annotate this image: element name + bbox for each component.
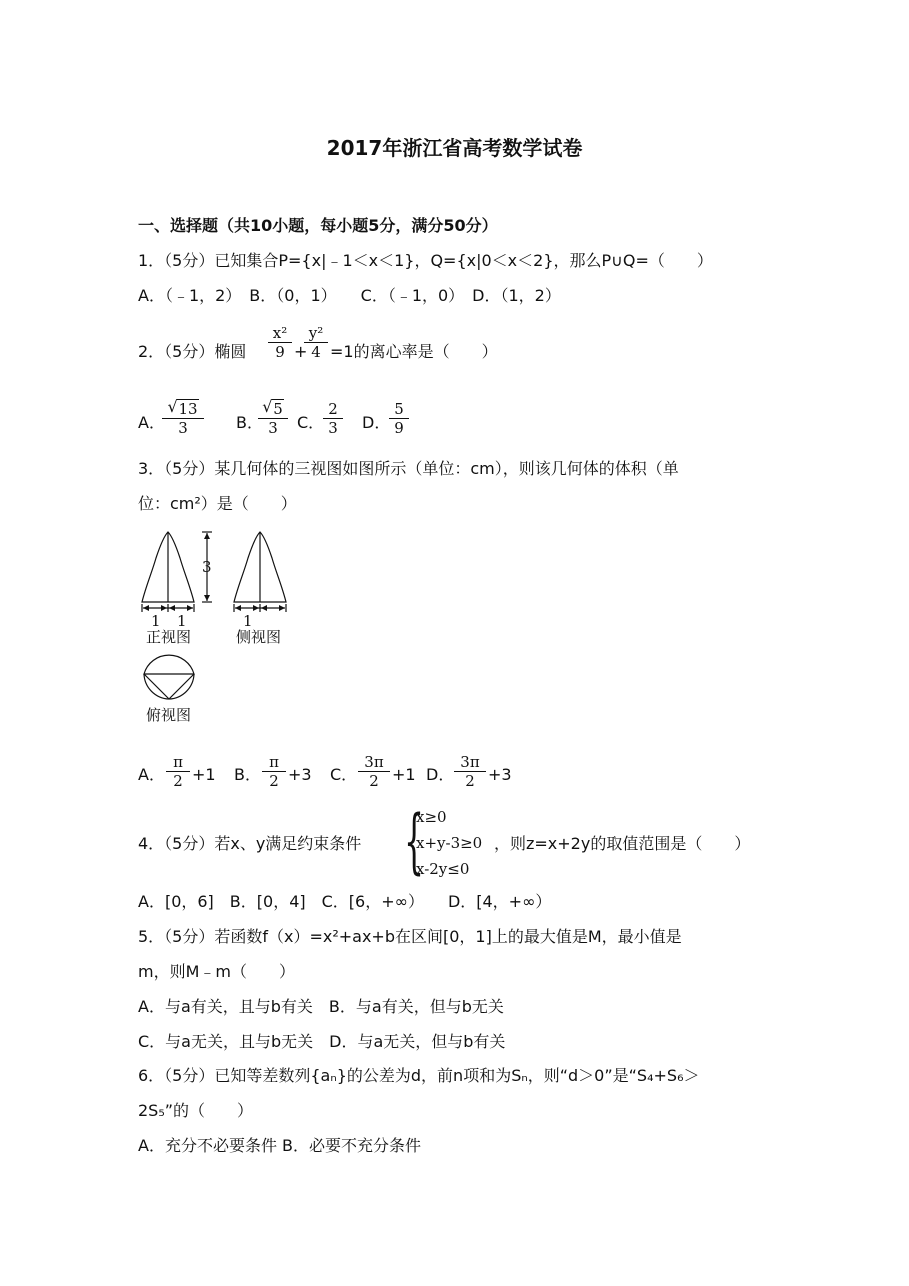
top-view-semicircle [144, 655, 194, 674]
side-arrow-1 [235, 605, 241, 611]
q3-option-d-num: 3π [454, 753, 486, 772]
q2-fraction-y-den: 4 [311, 343, 321, 361]
q5-stem-line2: m，则M﹣m（ ） [138, 962, 295, 981]
q1-options: A．（﹣1，2） B．（0，1） C．（﹣1，0） D．（1，2） [138, 286, 561, 305]
q2-option-c-num: 2 [323, 400, 343, 419]
q2-fraction-x [268, 324, 292, 361]
front-arrow-2 [161, 605, 167, 611]
height-arrow-top [204, 533, 210, 539]
q2-fraction-x-den: 9 [275, 343, 285, 361]
front-arrow-4 [187, 605, 193, 611]
front-dim-label-right: 1 [177, 612, 187, 630]
front-arrow-1 [143, 605, 149, 611]
q2-option-c-label: C． [297, 413, 325, 432]
q4-constraint-1: x≥0 [416, 808, 447, 826]
q3-option-b-add: +3 [288, 765, 312, 784]
height-arrow-bottom [204, 595, 210, 601]
q3-stem-line1: 3．（5分）某几何体的三视图如图所示（单位：cm），则该几何体的体积（单 [138, 459, 679, 478]
q1-stem: 1．（5分）已知集合P={x|﹣1＜x＜1}，Q={x|0＜x＜2}，那么P∪Q=（ ） [138, 251, 713, 270]
q5-options-ab: A．与a有关，且与b有关 B．与a有关，但与b无关 [138, 997, 504, 1016]
q2-option-d-label: D． [362, 413, 391, 432]
q2-fraction-y [304, 324, 328, 361]
q2-fraction-y-num: y² [304, 324, 328, 343]
front-view-label: 正视图 [146, 628, 192, 646]
height-label: 3 [202, 558, 212, 576]
q3-option-a-num: π [166, 753, 190, 772]
q4-constraint-3: x-2y≤0 [416, 860, 470, 878]
q3-option-c-add: +1 [392, 765, 416, 784]
q5-stem-line1: 5．（5分）若函数f（x）=x²+ax+b在区间[0，1]上的最大值是M，最小值是 [138, 927, 682, 946]
q3-option-c-den: 2 [369, 772, 379, 790]
top-view-lower-arc [144, 674, 194, 699]
section-heading: 一、选择题（共10小题，每小题5分，满分50分） [138, 216, 498, 235]
q3-option-b [262, 753, 286, 790]
q3-stem-line2: 位：cm²）是（ ） [138, 494, 297, 513]
q5-options-cd: C．与a无关，且与b无关 D．与a无关，但与b有关 [138, 1032, 506, 1051]
q3-option-c-label: C． [330, 765, 358, 784]
q3-option-a-add: +1 [192, 765, 216, 784]
q6-stem-line1: 6．（5分）已知等差数列{aₙ}的公差为d，前n项和为Sₙ，则“d＞0”是“S₄+S₆＞ [138, 1066, 700, 1085]
front-dim-label-left: 1 [151, 612, 161, 630]
q3-option-b-label: B． [234, 765, 261, 784]
side-view-label: 侧视图 [236, 628, 282, 646]
q2-suffix: =1的离心率是（ ） [330, 342, 498, 361]
q2-option-b-radicand: 5 [273, 400, 283, 418]
side-arrow-4 [279, 605, 285, 611]
q2-option-d [389, 400, 409, 437]
q3-option-a-label: A． [138, 765, 165, 784]
q2-option-a-radicand: 13 [178, 400, 198, 418]
q2-prefix: 2．（5分）椭圆 [138, 342, 247, 361]
page-title: 2017年浙江省高考数学试卷 [326, 136, 583, 160]
q3-option-b-num: π [262, 753, 286, 772]
q3-option-d-label: D． [426, 765, 455, 784]
q2-option-b [258, 400, 288, 437]
top-view-label: 俯视图 [146, 706, 192, 724]
q4-suffix: ，则z=x+2y的取值范围是（ ） [494, 834, 751, 853]
front-arrow-3 [169, 605, 175, 611]
q2-option-a [162, 400, 204, 437]
q4-options: A．[0，6] B．[0，4] C．[6，+∞） D．[4，+∞） [138, 892, 552, 911]
q2-option-c-den: 3 [328, 419, 338, 437]
q2-option-d-num: 5 [389, 400, 409, 419]
q3-option-d [454, 753, 486, 790]
q2-plus: + [294, 342, 308, 361]
q3-option-d-add: +3 [488, 765, 512, 784]
side-arrow-3 [261, 605, 267, 611]
q2-option-d-den: 9 [394, 419, 404, 437]
q6-options-ab: A．充分不必要条件 B．必要不充分条件 [138, 1136, 422, 1155]
side-arrow-2 [253, 605, 259, 611]
q4-brace: { [404, 800, 425, 882]
q2-option-b-label: B． [236, 413, 263, 432]
q2-option-b-den: 3 [268, 419, 278, 437]
q3-option-c-num: 3π [358, 753, 390, 772]
q4-constraint-2: x+y-3≥0 [416, 834, 483, 852]
q2-fraction-x-num: x² [268, 324, 292, 343]
q2-option-a-den: 3 [178, 419, 188, 437]
q3-option-a-den: 2 [173, 772, 183, 790]
q3-option-a [166, 753, 190, 790]
q3-option-c [358, 753, 390, 790]
q2-option-a-label: A． [138, 413, 165, 432]
side-dim-label: 1 [243, 612, 253, 630]
q2-option-c [323, 400, 343, 437]
q3-option-b-den: 2 [269, 772, 279, 790]
q3-option-d-den: 2 [465, 772, 475, 790]
q6-stem-line2: 2S₅”的（ ） [138, 1101, 254, 1120]
q4-prefix: 4．（5分）若x、y满足约束条件 [138, 834, 362, 853]
